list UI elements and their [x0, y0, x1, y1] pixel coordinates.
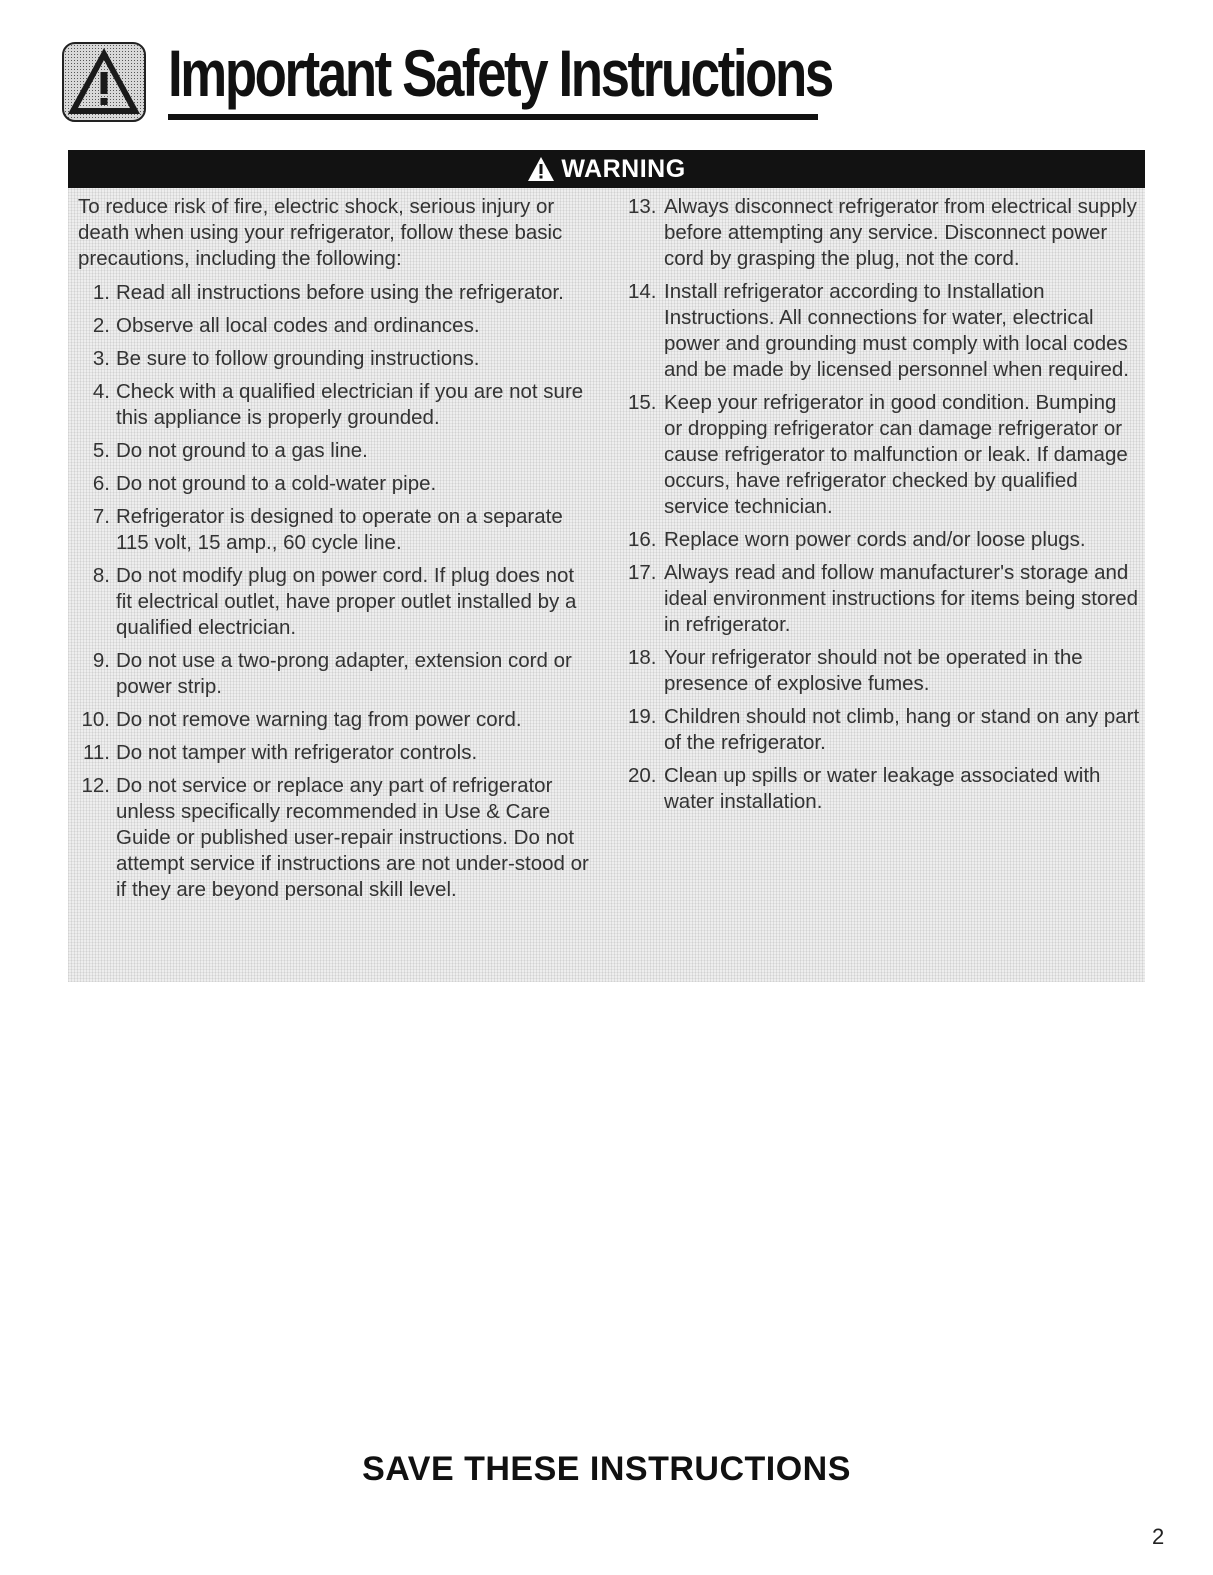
page-header	[62, 36, 832, 128]
instruction-item	[78, 471, 593, 497]
instruction-text: Keep your refrigerator in good condition. Bumping or dropping refrigerator can damage refrigerator or cause refrigerator to malfunction or leak. If damage occurs, have refrigerator checked by qualified service technician.	[664, 391, 1128, 518]
right-column	[628, 194, 1140, 822]
instruction-text: Do not ground to a gas line.	[116, 439, 368, 462]
right-instruction-list	[628, 194, 1140, 815]
instruction-item	[628, 560, 1140, 638]
instruction-item	[78, 740, 593, 766]
instruction-item	[628, 527, 1140, 553]
instruction-number: 1.	[92, 281, 110, 304]
instruction-item	[78, 563, 593, 641]
instruction-number: 13.	[628, 195, 657, 218]
instruction-number: 15.	[628, 391, 657, 414]
warning-triangle-icon	[527, 156, 555, 182]
instruction-text: Do not modify plug on power cord. If plug does not fit electrical outlet, have proper outlet installed by a qualified electrician.	[116, 564, 577, 639]
instruction-item	[78, 773, 593, 903]
instruction-number: 14.	[628, 280, 657, 303]
instruction-number: 4.	[92, 380, 110, 403]
instruction-number: 6.	[92, 472, 110, 495]
instruction-text: Observe all local codes and ordinances.	[116, 314, 480, 337]
instruction-text: Do not ground to a cold-water pipe.	[116, 472, 437, 495]
warning-banner	[68, 150, 1145, 188]
instruction-item	[78, 346, 593, 372]
instruction-number: 9.	[92, 649, 110, 672]
warning-box	[68, 150, 1145, 982]
warning-intro: To reduce risk of fire, electric shock, serious injury or death when using your refrigerator, follow these basic precautions, including the following:	[78, 195, 563, 270]
instruction-number: 19.	[628, 705, 657, 728]
page-title: Important Safety Instructions	[168, 36, 832, 110]
instruction-item	[78, 504, 593, 556]
instruction-number: 18.	[628, 646, 657, 669]
instruction-text: Replace worn power cords and/or loose plugs.	[664, 528, 1086, 551]
instruction-text: Read all instructions before using the refrigerator.	[116, 281, 564, 304]
title-underline	[168, 114, 818, 120]
left-instruction-list	[78, 280, 593, 903]
instruction-text: Your refrigerator should not be operated in the presence of explosive fumes.	[664, 646, 1083, 695]
instruction-text: Children should not climb, hang or stand on any part of the refrigerator.	[664, 705, 1140, 754]
instruction-text: Refrigerator is designed to operate on a separate 115 volt, 15 amp., 60 cycle line.	[116, 505, 563, 554]
page-number: 2	[1152, 1524, 1165, 1549]
instruction-item	[628, 194, 1140, 272]
instruction-text: Do not remove warning tag from power cord.	[116, 708, 522, 731]
instruction-number: 16.	[628, 528, 657, 551]
instruction-item	[78, 379, 593, 431]
instruction-number: 3.	[92, 347, 110, 370]
instruction-item	[78, 438, 593, 464]
instruction-text: Install refrigerator according to Installation Instructions. All connections for water, electrical power and grounding must comply with local codes and be made by licensed personnel when required.	[664, 280, 1129, 381]
instruction-text: Clean up spills or water leakage associated with water installation.	[664, 764, 1101, 813]
instruction-number: 12.	[81, 774, 110, 797]
instruction-number: 17.	[628, 561, 657, 584]
instruction-item	[78, 280, 593, 306]
instruction-number: 20.	[628, 764, 657, 787]
instruction-number: 8.	[92, 564, 110, 587]
instruction-text: Check with a qualified electrician if you are not sure this appliance is properly grounded.	[116, 380, 584, 429]
instruction-text: Do not tamper with refrigerator controls.	[116, 741, 478, 764]
instruction-item	[78, 707, 593, 733]
instruction-item	[78, 313, 593, 339]
instruction-number: 11.	[83, 741, 110, 764]
instruction-text: Always disconnect refrigerator from electrical supply before attempting any service. Disconnect power cord by grasping the plug, not the cord.	[664, 195, 1137, 270]
instruction-item	[628, 390, 1140, 520]
instruction-item	[78, 648, 593, 700]
instruction-number: 7.	[92, 505, 110, 528]
save-instructions-heading: SAVE THESE INSTRUCTIONS	[362, 1450, 851, 1488]
instruction-item	[628, 704, 1140, 756]
instruction-text: Be sure to follow grounding instructions.	[116, 347, 480, 370]
instruction-item	[628, 763, 1140, 815]
warning-triangle-icon	[62, 42, 146, 122]
instruction-text: Do not use a two-prong adapter, extension cord or power strip.	[116, 649, 572, 698]
instruction-item	[628, 279, 1140, 383]
instruction-item	[628, 645, 1140, 697]
instruction-number: 5.	[92, 439, 110, 462]
instruction-number: 2.	[92, 314, 110, 337]
instruction-text: Always read and follow manufacturer's storage and ideal environment instructions for items being stored in refrigerator.	[664, 561, 1139, 636]
left-column	[78, 194, 593, 910]
warning-label: WARNING	[561, 154, 686, 183]
instruction-text: Do not service or replace any part of refrigerator unless specifically recommended in Use & Care Guide or published user-repair instructions. Do not attempt service if instructions are not under-stood or if they are beyond personal skill level.	[116, 774, 589, 901]
instruction-number: 10.	[81, 708, 110, 731]
